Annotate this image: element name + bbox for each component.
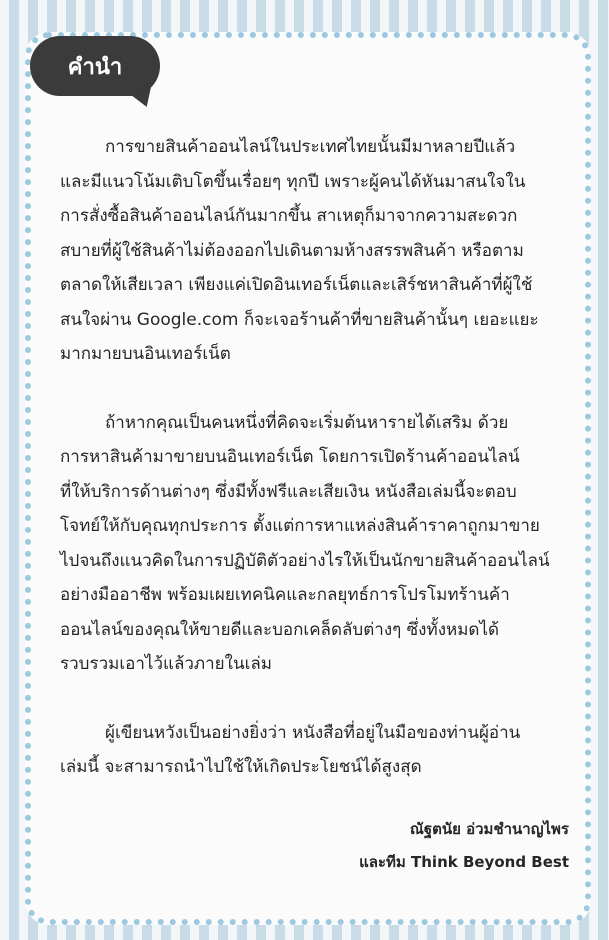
text-line: การขายสินค้าออนไลน์ในประเทศไทยนั้นมีมาหลายปีแล้ว	[105, 137, 516, 157]
text-line: การสั่งซื้อสินค้าออนไลน์กันมากขึ้น สาเหตุก็มาจากความสะดวก	[60, 206, 518, 226]
text-line: มากมายบนอินเทอร์เน็ต	[60, 344, 231, 364]
paragraph-2	[60, 406, 578, 682]
preface-body	[60, 130, 578, 819]
text-line: ตลาดให้เสียเวลา เพียงแค่เปิดอินเทอร์เน็ตและเสิร์ชหาสินค้าที่ผู้ใช้	[60, 275, 533, 295]
heading-badge: คำนำ	[30, 36, 160, 96]
team-name: และทีม Think Beyond Best	[359, 853, 569, 871]
text-line: อย่างมืออาชีพ พร้อมเผยเทคนิคและกลยุทธ์การโปรโมทร้านค้า	[60, 585, 510, 605]
paragraph-3	[60, 716, 578, 785]
text-line: การหาสินค้ามาขายบนอินเทอร์เน็ต โดยการเปิดร้านค้าออนไลน์	[60, 447, 520, 467]
signature-block	[359, 813, 569, 879]
paragraph-1	[60, 130, 578, 372]
text-line: เล่มนี้ จะสามารถนำไปใช้ให้เกิดประโยชน์ได้สูงสุด	[60, 757, 422, 777]
text-line: โจทย์ให้กับคุณทุกประการ ตั้งแต่การหาแหล่งสินค้าราคาถูกมาขาย	[60, 516, 540, 536]
text-line: และมีแนวโน้มเติบโตขึ้นเรื่อยๆ ทุกปี เพราะผู้คนได้หันมาสนใจใน	[60, 171, 526, 192]
text-line: ที่ให้บริการด้านต่างๆ ซึ่งมีทั้งฟรีและเสียเงิน หนังสือเล่มนี้จะตอบ	[60, 481, 517, 502]
text-line: ผู้เขียนหวังเป็นอย่างยิ่งว่า หนังสือที่อยู่ในมือของท่านผู้อ่าน	[105, 722, 521, 743]
text-line: ไปจนถึงแนวคิดในการปฏิบัติตัวอย่างไรให้เป็นนักขายสินค้าออนไลน์	[60, 550, 550, 571]
author-name: ณัฐตนัย อ่วมชำนาญไพร	[409, 820, 569, 838]
text-line: สนใจผ่าน Google.com ก็จะเจอร้านค้าที่ขายสินค้านั้นๆ เยอะแยะ	[60, 309, 539, 330]
text-line: ถ้าหากคุณเป็นคนหนึ่งที่คิดจะเริ่มต้นหารายได้เสริม ด้วย	[105, 412, 509, 433]
text-line: ออนไลน์ของคุณให้ขายดีและบอกเคล็ดลับต่างๆ ซึ่งทั้งหมดได้	[60, 619, 500, 640]
text-line: รวบรวมเอาไว้แล้วภายในเล่ม	[60, 654, 273, 674]
text-line: สบายที่ผู้ใช้สินค้าไม่ต้องออกไปเดินตามห้างสรรพสินค้า หรือตาม	[60, 240, 524, 261]
